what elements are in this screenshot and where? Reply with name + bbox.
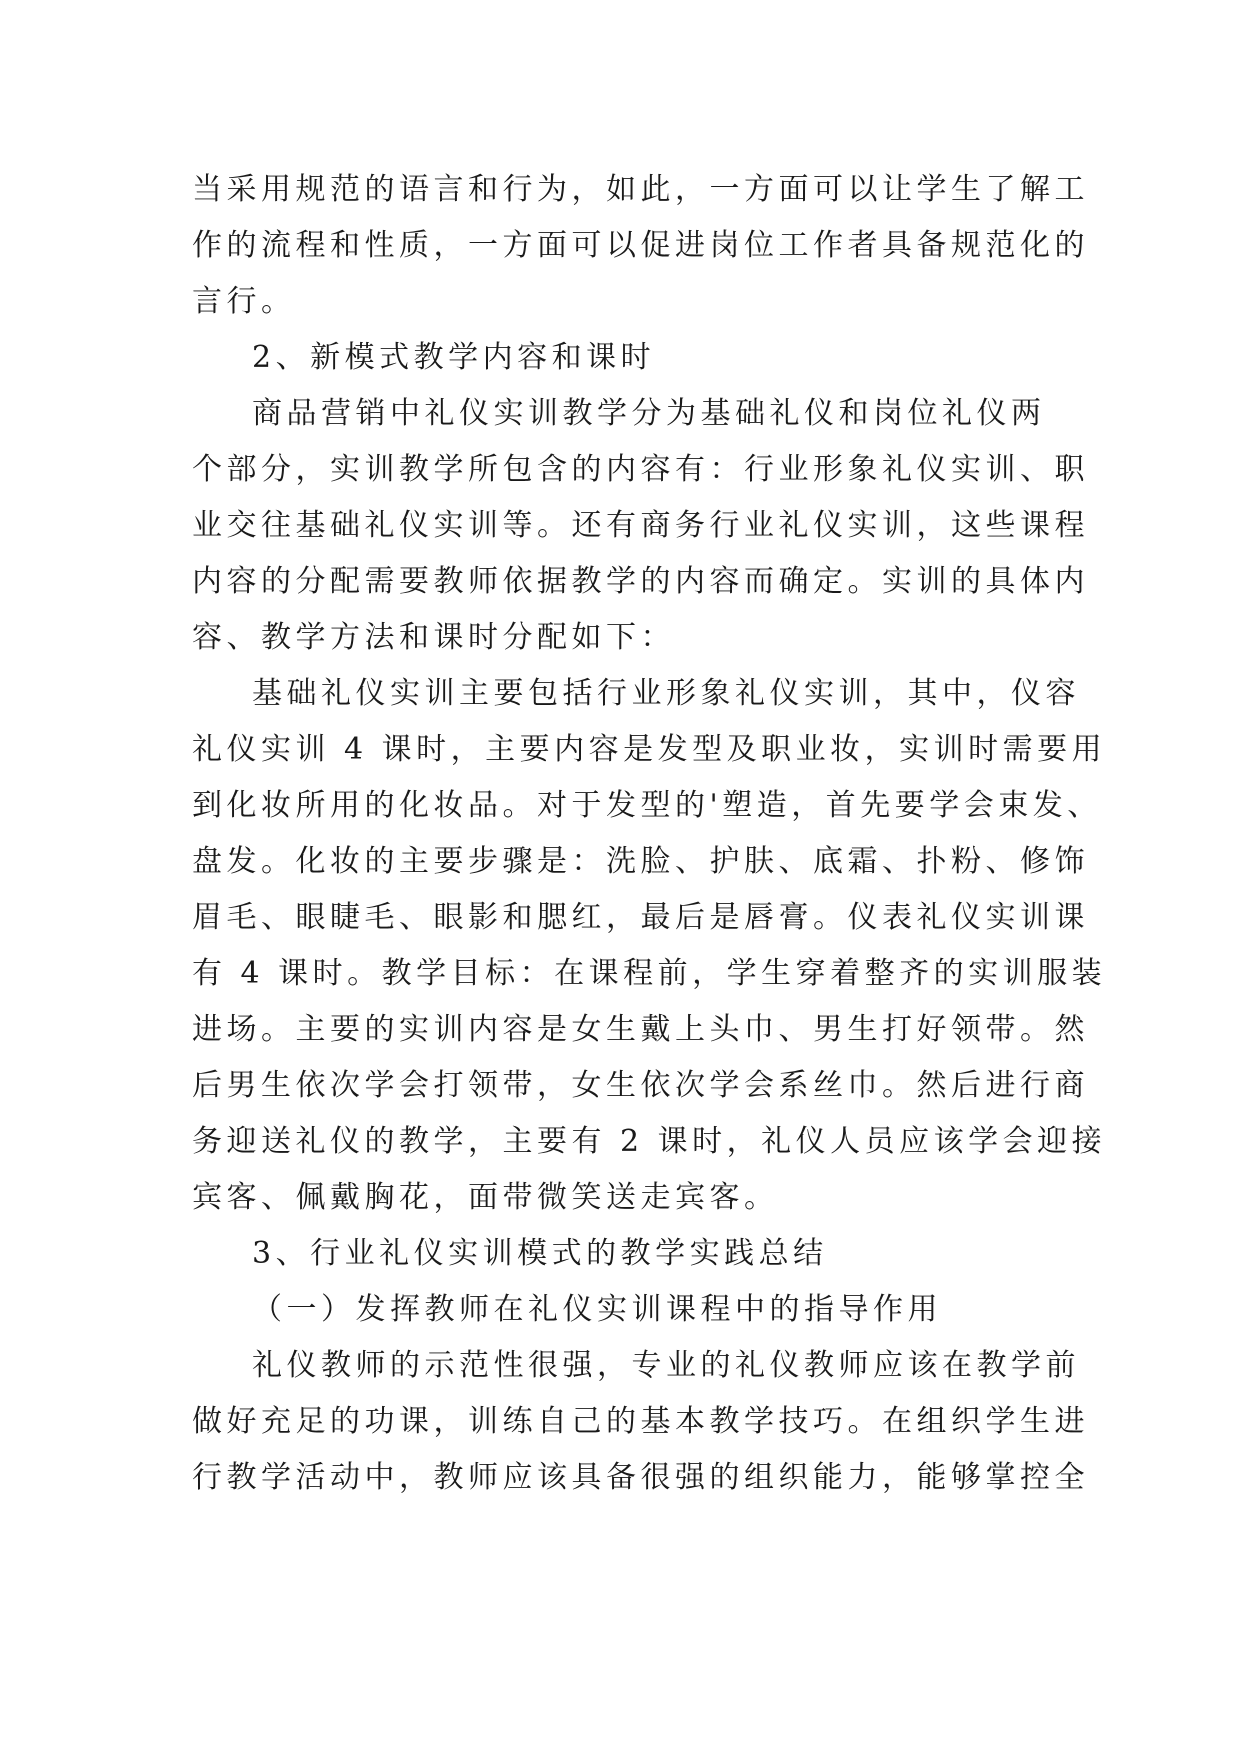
text-line: 行教学活动中，教师应该具备很强的组织能力，能够掌控全 [192, 1460, 1089, 1495]
paragraph [192, 666, 1107, 1226]
text-line: 内容的分配需要教师依据教学的内容而确定。实训的具体内 [192, 564, 1089, 599]
text-line: 业交往基础礼仪实训等。还有商务行业礼仪实训，这些课程 [192, 508, 1089, 543]
subsection-heading: （一）发挥教师在礼仪实训课程中的指导作用 [252, 1292, 942, 1327]
text-line: 言行。 [192, 284, 296, 319]
text-line: 礼仪实训 4 课时，主要内容是发型及职业妆，实训时需要用 [192, 732, 1107, 767]
text-line: 做好充足的功课，训练自己的基本教学技巧。在组织学生进 [192, 1404, 1089, 1439]
text-line: 商品营销中礼仪实训教学分为基础礼仪和岗位礼仪两 [252, 396, 1046, 431]
text-line: 眉毛、眼睫毛、眼影和腮红，最后是唇膏。仪表礼仪实训课 [192, 900, 1089, 935]
text-line: 盘发。化妆的主要步骤是：洗脸、护肤、底霜、扑粉、修饰 [192, 844, 1089, 879]
paragraph [192, 386, 1089, 666]
text-line: 务迎送礼仪的教学，主要有 2 课时，礼仪人员应该学会迎接 [192, 1124, 1107, 1159]
text-line: 后男生依次学会打领带，女生依次学会系丝巾。然后进行商 [192, 1068, 1089, 1103]
text-line: 作的流程和性质，一方面可以促进岗位工作者具备规范化的 [192, 228, 1089, 263]
text-line: 容、教学方法和课时分配如下： [192, 620, 675, 655]
text-line: 宾客、佩戴胸花，面带微笑送走宾客。 [192, 1180, 779, 1215]
section-heading: 3、行业礼仪实训模式的教学实践总结 [252, 1236, 828, 1271]
document-body [192, 162, 1107, 1506]
text-line: 礼仪教师的示范性很强，专业的礼仪教师应该在教学前 [252, 1348, 1080, 1383]
text-line: 有 4 课时。教学目标：在课程前，学生穿着整齐的实训服装 [192, 956, 1107, 991]
text-line: 当采用规范的语言和行为，如此，一方面可以让学生了解工 [192, 172, 1089, 207]
text-line: 基础礼仪实训主要包括行业形象礼仪实训，其中，仪容 [252, 676, 1080, 711]
text-line: 到化妆所用的化妆品。对于发型的'塑造，首先要学会束发、 [192, 788, 1102, 823]
text-line: 个部分，实训教学所包含的内容有：行业形象礼仪实训、职 [192, 452, 1089, 487]
paragraph [192, 1338, 1089, 1506]
paragraph-continued [192, 162, 1089, 330]
text-line: 进场。主要的实训内容是女生戴上头巾、男生打好领带。然 [192, 1012, 1089, 1047]
section-heading: 2、新模式教学内容和课时 [252, 340, 656, 375]
